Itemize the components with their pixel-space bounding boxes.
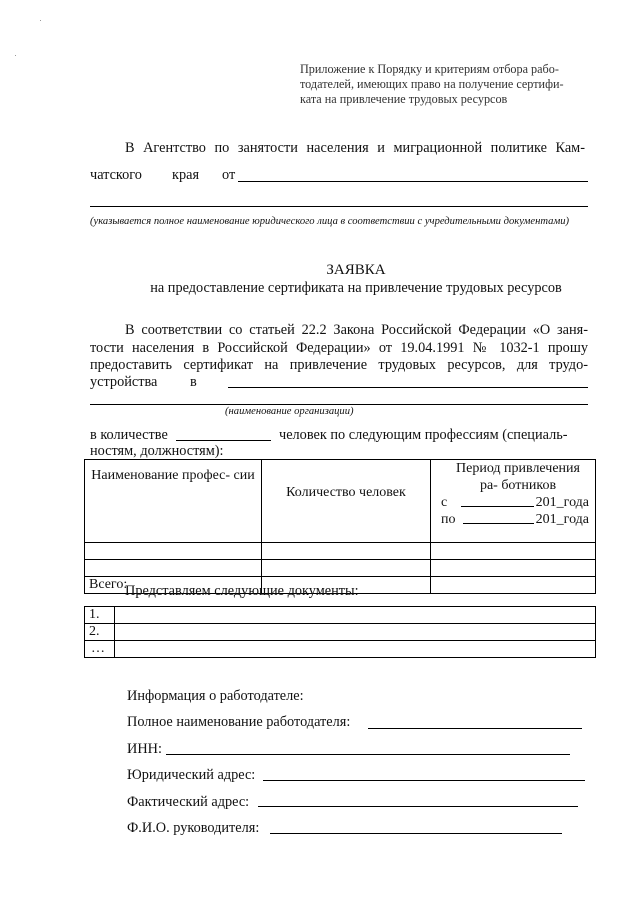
documents-intro: Представляем следующие документы: xyxy=(125,583,359,599)
documents-table xyxy=(84,606,596,658)
scan-speck xyxy=(15,55,16,56)
actual-address-line xyxy=(258,806,578,807)
quantity-text-cont: ностям, должностям): xyxy=(90,443,224,459)
request-line: В соответствии со статьей 22.2 Закона Российской Федерации «О заня- xyxy=(125,322,588,338)
header-count xyxy=(262,460,431,543)
document-title: ЗАЯВКА xyxy=(326,262,386,278)
document-subtitle: на предоставление сертификата на привлечение трудовых ресурсов xyxy=(150,280,562,296)
appendix-line: тодателей, имеющих право на получение сертифи- xyxy=(300,77,564,91)
period-to-prefix: по xyxy=(441,512,456,527)
addressee-line: В Агентство по занятости населения и миграционной политике Кам- xyxy=(125,140,585,156)
organization-line xyxy=(228,387,588,388)
addressee-word: чатского xyxy=(90,167,142,183)
applicant-name-line-2 xyxy=(90,206,588,207)
employer-full-name-label: Полное наименование работодателя: xyxy=(127,714,351,730)
legal-address-line xyxy=(263,780,585,781)
addressee-word: края xyxy=(172,167,200,183)
appendix-note xyxy=(300,62,585,107)
header-period-title: Период привлечения ра- ботников xyxy=(456,461,580,493)
document-number: … xyxy=(85,641,115,658)
header-profession-text: Наименование профес- сии xyxy=(91,468,255,483)
header-period xyxy=(431,460,596,543)
header-count-text: Количество человек xyxy=(286,485,406,500)
document-row xyxy=(85,624,596,641)
period-to-suffix: 201_года xyxy=(535,512,589,527)
period-from xyxy=(441,494,589,511)
applicant-name-line xyxy=(238,181,588,182)
quantity-label: в количестве xyxy=(90,427,168,443)
period-from-prefix: с xyxy=(441,495,448,510)
table-row xyxy=(85,543,596,560)
legal-address-label: Юридический адрес: xyxy=(127,767,256,783)
appendix-line: Приложение к Порядку и критериям отбора рабо- xyxy=(300,62,559,76)
inn-line xyxy=(166,754,570,755)
total-label: Всего: xyxy=(85,577,262,594)
header-profession xyxy=(85,460,262,543)
period-from-suffix: 201_года xyxy=(535,495,589,510)
scan-speck xyxy=(40,20,41,21)
period-to xyxy=(441,511,589,528)
employer-header: Информация о работодателе: xyxy=(127,688,304,704)
employer-full-name-line xyxy=(368,728,582,729)
applicant-name-note: (указывается полное наименование юридического лица в соответствии с учредительными документами) xyxy=(90,216,570,227)
actual-address-label: Фактический адрес: xyxy=(127,794,250,810)
quantity-line xyxy=(176,440,271,441)
director-label: Ф.И.О. руководителя: xyxy=(127,820,260,836)
organization-line-2 xyxy=(90,404,588,405)
request-line: предоставить сертификат на привлечение трудовых ресурсов, для трудо- xyxy=(90,357,588,373)
request-word: устройства xyxy=(90,374,158,390)
document-number: 2. xyxy=(85,624,115,641)
request-line: тости населения в Российской Федерации» от 19.04.1991 № 1032-1 прошу xyxy=(90,340,588,356)
appendix-line: ката на привлечение трудовых ресурсов xyxy=(300,92,508,106)
inn-label: ИНН: xyxy=(127,741,162,757)
professions-table xyxy=(84,459,596,594)
document-row xyxy=(85,607,596,624)
addressee-word: от xyxy=(222,167,236,183)
director-line xyxy=(270,833,562,834)
table-row xyxy=(85,560,596,577)
organization-note: (наименование организации) xyxy=(225,406,354,417)
request-word: в xyxy=(190,374,197,390)
document-number: 1. xyxy=(85,607,115,624)
document-row xyxy=(85,641,596,658)
quantity-text: человек по следующим профессиям (специаль- xyxy=(279,427,568,443)
